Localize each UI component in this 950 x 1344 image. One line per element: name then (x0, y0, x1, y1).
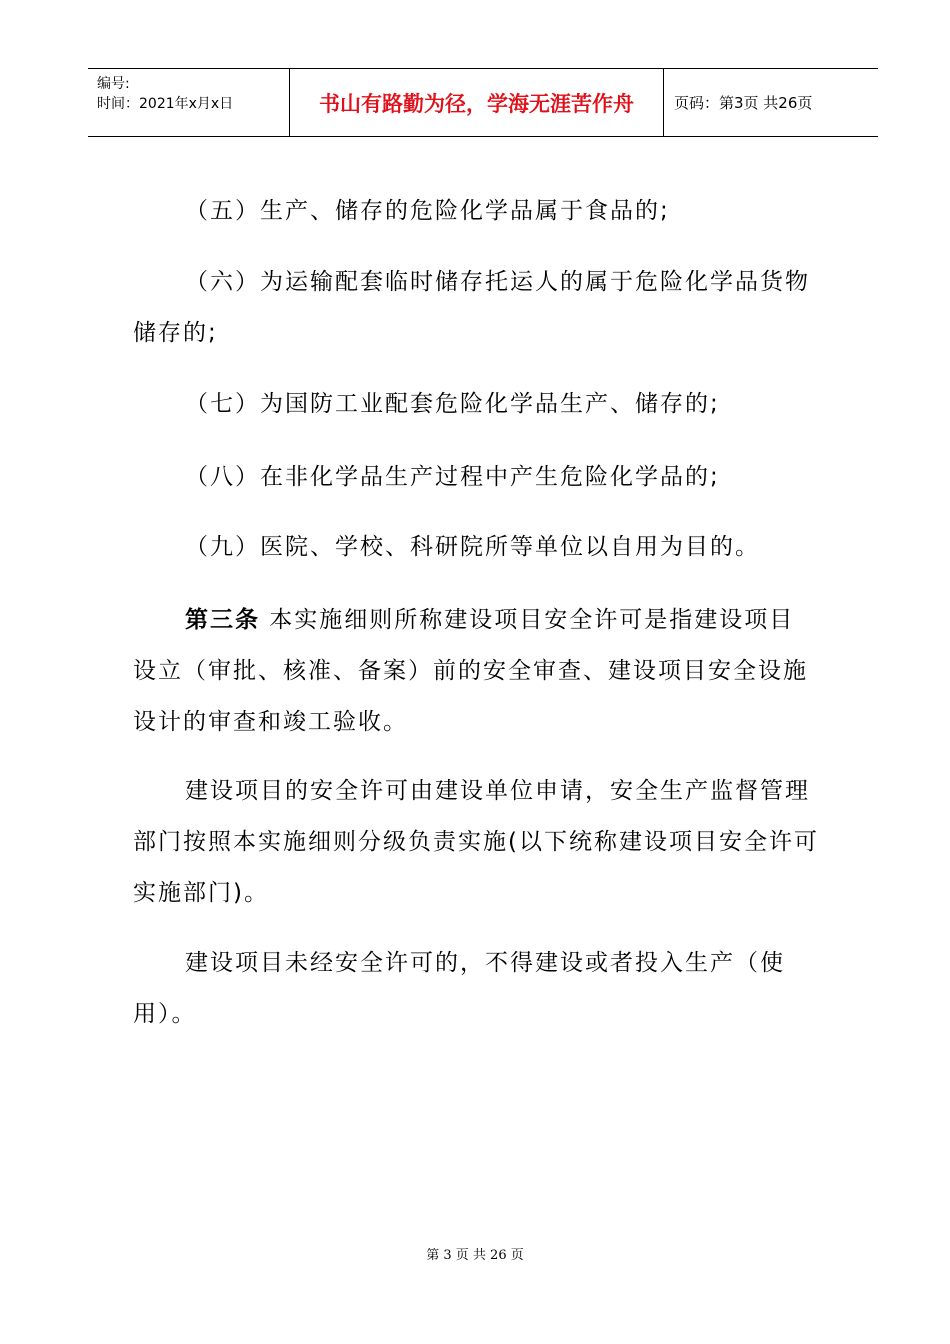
paragraph-no-permit (133, 938, 833, 1040)
header-motto: 书山有路勤为径，学海无涯苦作舟 (319, 91, 634, 116)
page-footer: 第 3 页 共 26 页 (426, 1248, 524, 1263)
line: （五）生产、储存的危险化学品属于食品的; (185, 198, 670, 224)
line: 部门按照本实施细则分级负责实施(以下统称建设项目安全许可 (133, 829, 819, 855)
line: 建设项目的安全许可由建设单位申请，安全生产监督管理 (185, 778, 810, 804)
paragraph-item-5 (185, 186, 885, 237)
line: 建设项目未经安全许可的，不得建设或者投入生产（使 (185, 950, 785, 976)
paragraph-article-3 (133, 595, 833, 748)
line: （八）在非化学品生产过程中产生危险化学品的; (185, 464, 720, 490)
line: 本实施细则所称建设项目安全许可是指建设项目 (260, 607, 795, 633)
paragraph-item-9 (185, 522, 885, 573)
line: 实施部门)。 (133, 880, 269, 906)
header-page-info: 页码：第3页 共26页 (674, 94, 813, 112)
document-number-label: 编号: (97, 76, 130, 92)
paragraph-safety-permit (133, 766, 833, 919)
line: 用）。 (133, 1001, 197, 1027)
line: （六）为运输配套临时储存托运人的属于危险化学品货物 (185, 269, 810, 295)
header-meta (88, 69, 290, 136)
line: 设立（审批、核准、备案）前的安全审查、建设项目安全设施 (133, 658, 808, 684)
line: （七）为国防工业配套危险化学品生产、储存的; (185, 391, 720, 417)
paragraph-item-6 (133, 257, 833, 359)
header-motto-cell (290, 69, 664, 136)
line: （九）医院、学校、科研院所等单位以自用为目的。 (185, 534, 760, 560)
document-date: 时间：2021年x月x日 (97, 96, 234, 112)
paragraph-item-8 (185, 452, 885, 503)
article-label: 第三条 (185, 607, 260, 633)
line: 储存的; (133, 320, 218, 346)
page-header (88, 68, 878, 137)
paragraph-item-7 (185, 379, 885, 430)
line: 设计的审查和竣工验收。 (133, 709, 408, 735)
